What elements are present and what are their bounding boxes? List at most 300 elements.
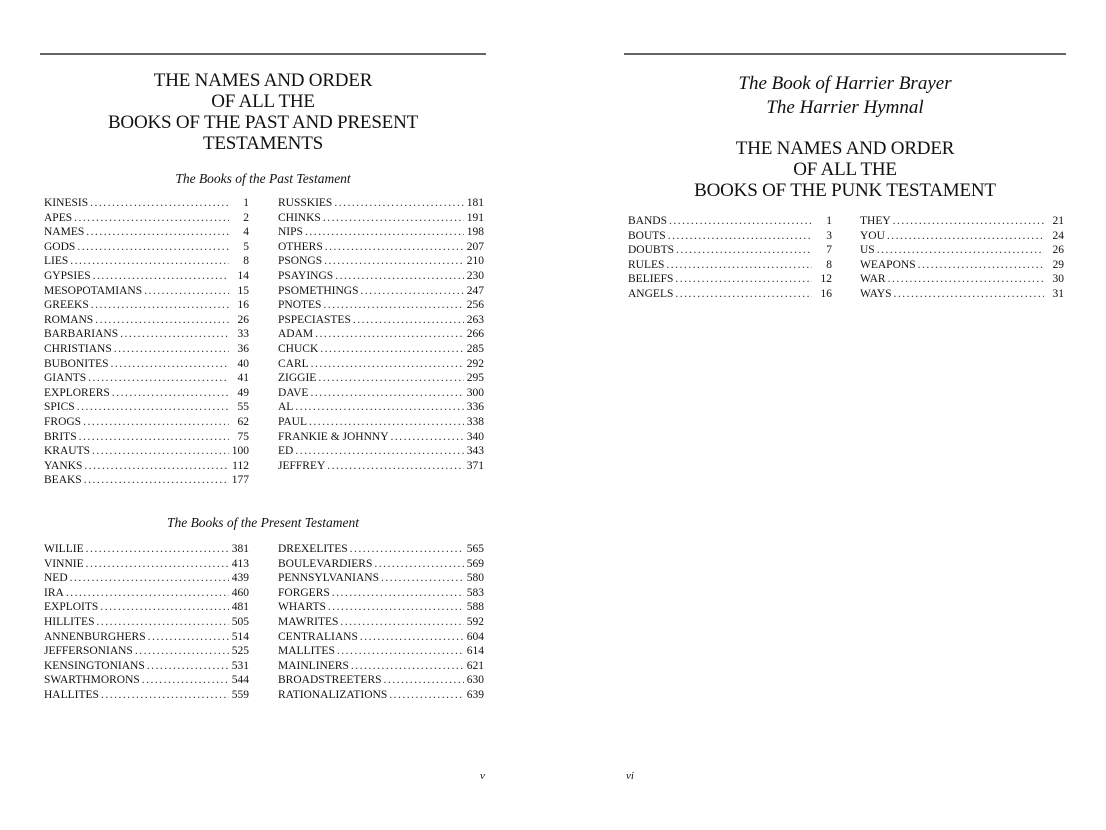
dot-leader — [86, 225, 229, 240]
book-page-number: 41 — [237, 372, 249, 385]
book-name: DREXELITES — [278, 543, 348, 555]
book-name: HALLITES — [44, 688, 99, 701]
past-toc-column-1 — [44, 196, 249, 488]
book-page-number: 604 — [466, 630, 484, 643]
title-line: BOOKS OF THE PUNK TESTAMENT — [694, 180, 996, 201]
book-page-number: 2 — [243, 211, 249, 224]
book-page-number: 588 — [466, 601, 484, 614]
dot-leader — [120, 327, 229, 342]
toc-entry — [860, 229, 1064, 244]
book-name: PSAYINGS — [278, 269, 334, 282]
book-name: THEY — [860, 215, 891, 227]
toc-entry — [44, 400, 249, 415]
book-name: BANDS — [628, 215, 667, 227]
book-name: CHRISTIANS — [44, 342, 112, 355]
toc-entry — [278, 673, 484, 688]
dot-leader — [84, 473, 229, 488]
book-page-number: 559 — [231, 688, 249, 701]
book-page-number: 181 — [466, 197, 484, 209]
dot-leader — [327, 459, 464, 474]
book-name: VINNIE — [44, 557, 84, 570]
book-page-number: 525 — [231, 645, 249, 658]
dot-leader — [323, 298, 464, 313]
toc-entry — [278, 284, 484, 299]
toc-entry — [628, 287, 832, 302]
book-name: WAYS — [860, 287, 892, 300]
dot-leader — [90, 196, 229, 211]
book-name: BROADSTREETERS — [278, 674, 382, 687]
book-name: FORGERS — [278, 586, 330, 599]
dot-leader — [88, 371, 229, 386]
book-page-number: 29 — [1052, 258, 1064, 271]
past-testament-heading: The Books of the Past Testament — [175, 171, 351, 186]
dot-leader — [350, 542, 464, 557]
book-page-number: 580 — [466, 572, 484, 585]
toc-entry — [278, 430, 484, 445]
book-name: BRITS — [44, 430, 77, 443]
dot-leader — [91, 298, 229, 313]
book-name: MALLITES — [278, 645, 335, 658]
book-page-number: 8 — [826, 258, 832, 271]
book-page-number: 75 — [237, 430, 249, 443]
toc-entry — [278, 225, 484, 240]
book-page-number: 30 — [1052, 273, 1064, 286]
book-name: CHUCK — [278, 342, 319, 355]
book-name: EXPLORERS — [44, 386, 110, 399]
book-name: AL — [278, 401, 294, 414]
dot-leader — [77, 400, 229, 415]
book-page-number: 191 — [466, 211, 484, 224]
book-page-number: 8 — [243, 255, 249, 268]
dot-leader — [79, 430, 229, 445]
book-name: KRAUTS — [44, 445, 91, 458]
dot-leader — [668, 229, 812, 244]
dot-leader — [877, 243, 1044, 258]
toc-entry — [44, 313, 249, 328]
toc-entry — [278, 688, 484, 703]
dot-leader — [669, 214, 812, 229]
toc-entry — [44, 415, 249, 430]
toc-entry — [278, 254, 484, 269]
toc-entry — [44, 240, 249, 255]
book-name: MESOPOTAMIANS — [44, 284, 143, 297]
book-page-number: 565 — [466, 543, 484, 555]
book-name: MAINLINERS — [278, 659, 349, 672]
left-page-title — [40, 70, 486, 154]
dot-leader — [112, 386, 229, 401]
toc-entry — [278, 586, 484, 601]
toc-entry — [44, 571, 249, 586]
book-name: PNOTES — [278, 299, 322, 312]
book-page-number: 381 — [231, 543, 249, 555]
book-page-number: 630 — [466, 674, 484, 687]
dot-leader — [93, 269, 229, 284]
book-page-number: 31 — [1052, 287, 1064, 300]
dot-leader — [311, 357, 464, 372]
title-line: THE NAMES AND ORDER — [735, 138, 955, 159]
book-name: JEFFREY — [278, 459, 326, 472]
toc-entry — [44, 298, 249, 313]
book-name: BOULEVARDIERS — [278, 557, 373, 570]
toc-entry — [628, 243, 832, 258]
book-name: OTHERS — [278, 240, 323, 253]
book-page-number: 247 — [466, 284, 484, 297]
book-page-number: 49 — [237, 386, 249, 399]
dot-leader — [295, 444, 464, 459]
toc-entry — [278, 557, 484, 572]
book-page-number: 371 — [466, 459, 484, 472]
toc-entry — [860, 214, 1064, 229]
book-name: BARBARIANS — [44, 328, 119, 341]
book-name: PAUL — [278, 415, 307, 428]
dot-leader — [309, 415, 464, 430]
book-page-number: 1 — [243, 197, 249, 209]
page-number: vi — [626, 770, 634, 782]
dot-leader — [77, 240, 229, 255]
book-page-number: 3 — [826, 229, 832, 242]
dot-leader — [360, 630, 464, 645]
book-name: NIPS — [278, 226, 303, 239]
title-line: BOOKS OF THE PAST AND PRESENT — [107, 112, 419, 133]
present-toc-column-1 — [44, 542, 249, 703]
book-page-number: 16 — [820, 287, 832, 300]
dot-leader — [894, 287, 1044, 302]
book-page-number: 112 — [232, 459, 249, 472]
book-name: NED — [44, 572, 68, 585]
toc-entry — [44, 269, 249, 284]
book-page-number: 263 — [466, 313, 484, 326]
toc-entry — [278, 542, 484, 557]
book-page-number: 55 — [237, 401, 249, 414]
toc-entry — [278, 371, 484, 386]
title-line: THE NAMES AND ORDER — [153, 70, 373, 91]
toc-entry — [628, 272, 832, 287]
book-name: MAWRITES — [278, 615, 339, 628]
book-page-number: 100 — [231, 445, 249, 458]
dot-leader — [353, 313, 464, 328]
toc-entry — [44, 459, 249, 474]
toc-entry — [628, 229, 832, 244]
dot-leader — [675, 272, 812, 287]
left-page — [40, 0, 486, 830]
dot-leader — [95, 313, 229, 328]
toc-entry — [44, 342, 249, 357]
book-page-number: 21 — [1052, 215, 1064, 227]
heading-line: The Harrier Hymnal — [766, 97, 924, 118]
book-name: PSOMETHINGS — [278, 284, 359, 297]
book-name: IRA — [44, 586, 64, 599]
toc-entry — [278, 659, 484, 674]
dot-leader — [148, 630, 229, 645]
toc-entry — [278, 386, 484, 401]
book-name: DAVE — [278, 386, 309, 399]
dot-leader — [351, 659, 464, 674]
book-name: WHARTS — [278, 601, 326, 614]
book-page-number: 340 — [466, 430, 484, 443]
book-page-number: 338 — [466, 415, 484, 428]
toc-entry — [278, 415, 484, 430]
dot-leader — [100, 600, 229, 615]
dot-leader — [328, 600, 464, 615]
book-page-number: 62 — [237, 415, 249, 428]
dot-leader — [334, 196, 464, 211]
book-page-number: 481 — [231, 601, 249, 614]
dot-leader — [315, 327, 464, 342]
book-name: CENTRALIANS — [278, 630, 358, 643]
toc-entry — [860, 243, 1064, 258]
dot-leader — [92, 444, 229, 459]
toc-entry — [44, 225, 249, 240]
book-name: ED — [278, 445, 294, 458]
toc-entry — [44, 630, 249, 645]
book-name: HILLITES — [44, 615, 95, 628]
book-name: US — [860, 244, 875, 257]
toc-entry — [44, 473, 249, 488]
book-name: JEFFERSONIANS — [44, 645, 133, 658]
toc-entry — [278, 615, 484, 630]
dot-leader — [86, 542, 229, 557]
dot-leader — [888, 272, 1044, 287]
book-page-number: 300 — [466, 386, 484, 399]
book-page-number: 505 — [231, 615, 249, 628]
dot-leader — [101, 688, 229, 703]
book-name: EXPLOITS — [44, 601, 99, 614]
toc-entry — [44, 386, 249, 401]
book-page-number: 514 — [231, 630, 249, 643]
book-name: SPICS — [44, 401, 75, 414]
dot-leader — [320, 342, 464, 357]
book-name: CHINKS — [278, 211, 321, 224]
dot-leader — [361, 284, 464, 299]
toc-entry — [44, 557, 249, 572]
book-name: ADAM — [278, 328, 314, 341]
toc-entry — [628, 258, 832, 273]
book-name: APES — [44, 211, 73, 224]
present-toc-column-2 — [278, 542, 484, 703]
dot-leader — [374, 557, 464, 572]
toc-entry — [44, 327, 249, 342]
toc-entry — [860, 258, 1064, 273]
page-number: v — [480, 770, 485, 782]
book-page-number: 544 — [231, 674, 249, 687]
dot-leader — [389, 688, 464, 703]
punk-toc-column-1 — [628, 214, 832, 302]
book-name: PSPECIASTES — [278, 313, 351, 326]
dot-leader — [676, 243, 812, 258]
dot-leader — [340, 615, 464, 630]
book-page-number: 4 — [243, 226, 249, 239]
heading-line: The Book of Harrier Brayer — [738, 73, 952, 94]
toc-entry — [278, 571, 484, 586]
dot-leader — [332, 586, 464, 601]
toc-entry — [278, 211, 484, 226]
toc-entry — [628, 214, 832, 229]
book-page-number: 1 — [826, 215, 832, 227]
toc-entry — [278, 313, 484, 328]
dot-leader — [337, 644, 464, 659]
title-line: OF ALL THE — [793, 159, 897, 180]
book-name: GIANTS — [44, 372, 87, 385]
toc-entry — [44, 615, 249, 630]
dot-leader — [318, 371, 464, 386]
dot-leader — [324, 254, 464, 269]
toc-entry — [44, 673, 249, 688]
book-page-number: 7 — [826, 244, 832, 257]
book-name: CARL — [278, 357, 309, 370]
book-page-number: 295 — [466, 372, 484, 385]
dot-leader — [84, 459, 229, 474]
dot-leader — [66, 586, 229, 601]
book-name: FRANKIE & JOHNNY — [278, 430, 389, 443]
dot-leader — [295, 400, 464, 415]
toc-entry — [44, 211, 249, 226]
dot-leader — [114, 342, 229, 357]
dot-leader — [111, 357, 229, 372]
toc-entry — [278, 630, 484, 645]
book-page-number: 230 — [466, 269, 484, 282]
toc-entry — [44, 688, 249, 703]
book-page-number: 198 — [466, 226, 484, 239]
toc-entry — [278, 400, 484, 415]
toc-entry — [44, 357, 249, 372]
dot-leader — [325, 240, 464, 255]
toc-entry — [44, 430, 249, 445]
book-page-number: 210 — [466, 255, 484, 268]
book-name: ZIGGIE — [278, 372, 317, 385]
toc-entry — [44, 600, 249, 615]
toc-entry — [278, 240, 484, 255]
dot-leader — [305, 225, 464, 240]
dot-leader — [391, 430, 464, 445]
book-name: BELIEFS — [628, 273, 674, 286]
book-name: WEAPONS — [860, 258, 916, 271]
dot-leader — [74, 211, 229, 226]
dot-leader — [70, 254, 229, 269]
book-name: RULES — [628, 258, 665, 271]
book-page-number: 5 — [243, 240, 249, 253]
toc-entry — [278, 342, 484, 357]
dot-leader — [381, 571, 464, 586]
book-name: BEAKS — [44, 474, 82, 487]
hymnal-heading — [624, 72, 1066, 120]
toc-entry — [278, 196, 484, 211]
toc-entry — [860, 272, 1064, 287]
book-name: ROMANS — [44, 313, 94, 326]
book-name: ANNENBURGHERS — [44, 630, 146, 643]
book-page-number: 24 — [1052, 229, 1064, 242]
title-line: OF ALL THE — [211, 91, 315, 112]
toc-entry — [278, 459, 484, 474]
book-name: RATIONALIZATIONS — [278, 688, 388, 701]
dot-leader — [83, 415, 229, 430]
dot-leader — [144, 284, 229, 299]
toc-entry — [44, 444, 249, 459]
right-page-title — [624, 138, 1066, 201]
dot-leader — [918, 258, 1044, 273]
top-rule — [40, 53, 486, 55]
book-page-number: 439 — [231, 572, 249, 585]
toc-entry — [44, 371, 249, 386]
present-testament-heading: The Books of the Present Testament — [166, 515, 360, 530]
book-name: PSONGS — [278, 255, 323, 268]
book-name: NAMES — [44, 226, 85, 239]
toc-entry — [278, 600, 484, 615]
book-page-number: 40 — [237, 357, 249, 370]
book-page-number: 639 — [466, 688, 484, 701]
toc-entry — [44, 659, 249, 674]
book-page-number: 621 — [466, 659, 484, 672]
toc-entry — [44, 644, 249, 659]
toc-entry — [44, 542, 249, 557]
book-name: DOUBTS — [628, 244, 675, 257]
book-page-number: 343 — [466, 445, 484, 458]
toc-entry — [278, 444, 484, 459]
toc-entry — [44, 254, 249, 269]
book-name: GODS — [44, 240, 76, 253]
dot-leader — [666, 258, 812, 273]
toc-entry — [860, 287, 1064, 302]
book-page-number: 569 — [466, 557, 484, 570]
book-name: WILLIE — [44, 543, 84, 555]
book-name: GREEKS — [44, 299, 89, 312]
book-page-number: 177 — [231, 474, 249, 487]
book-name: KENSINGTONIANS — [44, 659, 145, 672]
book-page-number: 531 — [231, 659, 249, 672]
book-page-number: 292 — [466, 357, 484, 370]
punk-toc-column-2 — [860, 214, 1064, 302]
toc-entry — [278, 269, 484, 284]
dot-leader — [135, 644, 229, 659]
book-page-number: 256 — [466, 299, 484, 312]
right-page — [624, 0, 1066, 830]
book-page-number: 15 — [237, 284, 249, 297]
book-name: YANKS — [44, 459, 83, 472]
top-rule — [624, 53, 1066, 55]
book-page-number: 207 — [466, 240, 484, 253]
book-page-number: 266 — [466, 328, 484, 341]
book-name: LIES — [44, 255, 69, 268]
book-page-number: 36 — [237, 342, 249, 355]
toc-entry — [278, 644, 484, 659]
dot-leader — [675, 287, 812, 302]
dot-leader — [323, 211, 464, 226]
toc-entry — [278, 298, 484, 313]
book-page-number: 16 — [237, 299, 249, 312]
book-name: BUBONITES — [44, 357, 109, 370]
book-name: BOUTS — [628, 229, 666, 242]
book-name: KINESIS — [44, 197, 89, 209]
book-page-number: 285 — [466, 342, 484, 355]
dot-leader — [86, 557, 229, 572]
book-name: YOU — [860, 229, 885, 242]
book-page-number: 26 — [1052, 244, 1064, 257]
toc-entry — [44, 284, 249, 299]
book-page-number: 413 — [231, 557, 249, 570]
dot-leader — [147, 659, 229, 674]
book-name: PENNSYLVANIANS — [278, 572, 379, 585]
book-page-number: 26 — [237, 313, 249, 326]
title-line: TESTAMENTS — [203, 133, 323, 154]
book-page-number: 460 — [231, 586, 249, 599]
toc-entry — [44, 586, 249, 601]
book-name: FROGS — [44, 415, 82, 428]
dot-leader — [335, 269, 464, 284]
book-page-number: 336 — [466, 401, 484, 414]
book-page-number: 14 — [237, 269, 249, 282]
toc-entry — [278, 327, 484, 342]
dot-leader — [142, 673, 229, 688]
dot-leader — [96, 615, 229, 630]
